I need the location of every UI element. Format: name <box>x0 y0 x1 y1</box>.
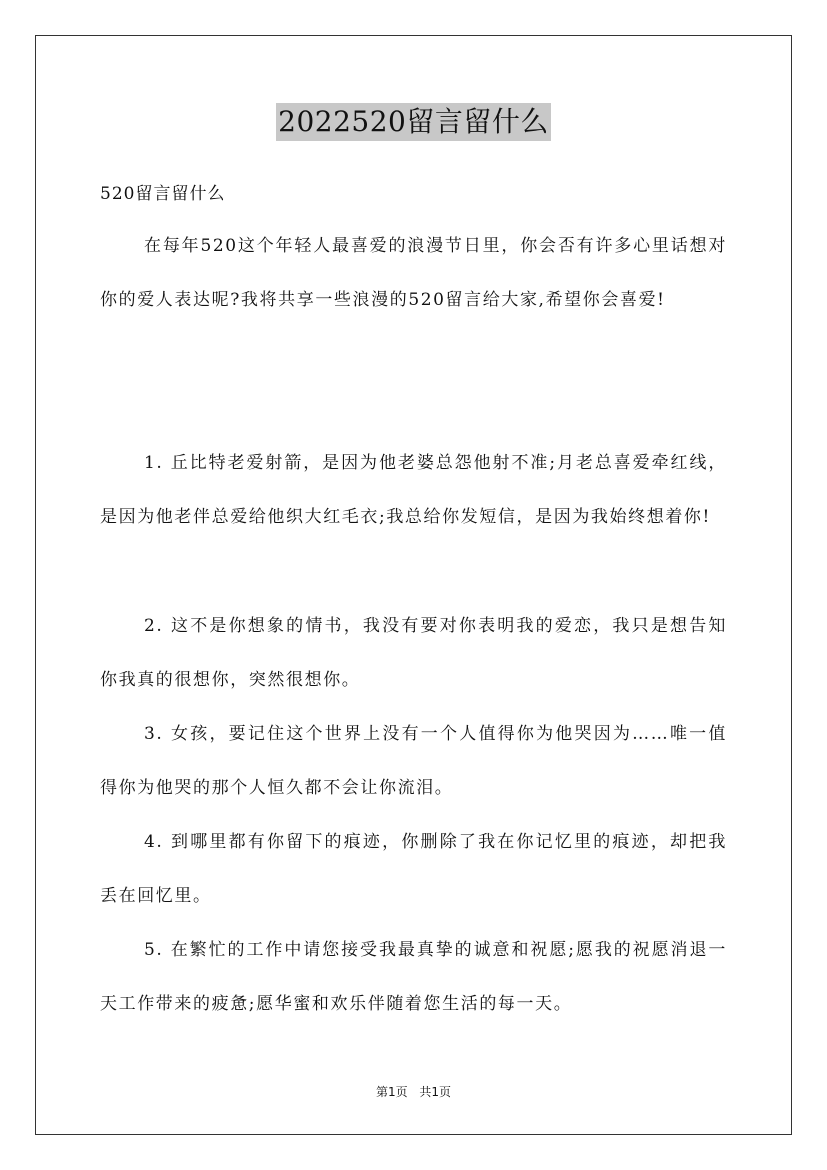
intro-paragraph: 在每年520这个年轻人最喜爱的浪漫节日里，你会否有许多心里话想对你的爱人表达呢?我将共享一些浪漫的520留言给大家,希望你会喜爱! <box>100 236 727 310</box>
document-title: 2022520留言留什么 <box>276 103 551 141</box>
page-number: 第1页 <box>375 1085 408 1099</box>
list-item: 4. 到哪里都有你留下的痕迹，你删除了我在你记忆里的痕迹，却把我丢在回忆里。 <box>100 832 727 906</box>
list-item: 5. 在繁忙的工作中请您接受我最真挚的诚意和祝愿;愿我的祝愿消退一天工作带来的疲惫;愿华蜜和欢乐伴随着您生活的每一天。 <box>100 940 727 1014</box>
list-item: 3. 女孩，要记住这个世界上没有一个人值得你为他哭因为……唯一值得你为他哭的那个人恒久都不会让你流泪。 <box>100 724 727 798</box>
list-item: 1. 丘比特老爱射箭，是因为他老婆总怨他射不准;月老总喜爱牵红线，是因为他老伴总爱给他织大红毛衣;我总给你发短信，是因为我始终想着你! <box>100 453 727 527</box>
page-footer <box>0 1083 827 1101</box>
page-total: 共1页 <box>419 1085 452 1099</box>
document-subtitle: 520留言留什么 <box>100 184 226 204</box>
title-container <box>0 103 827 141</box>
list-item: 2. 这不是你想象的情书，我没有要对你表明我的爱恋，我只是想告知你我真的很想你，突然很想你。 <box>100 616 727 690</box>
